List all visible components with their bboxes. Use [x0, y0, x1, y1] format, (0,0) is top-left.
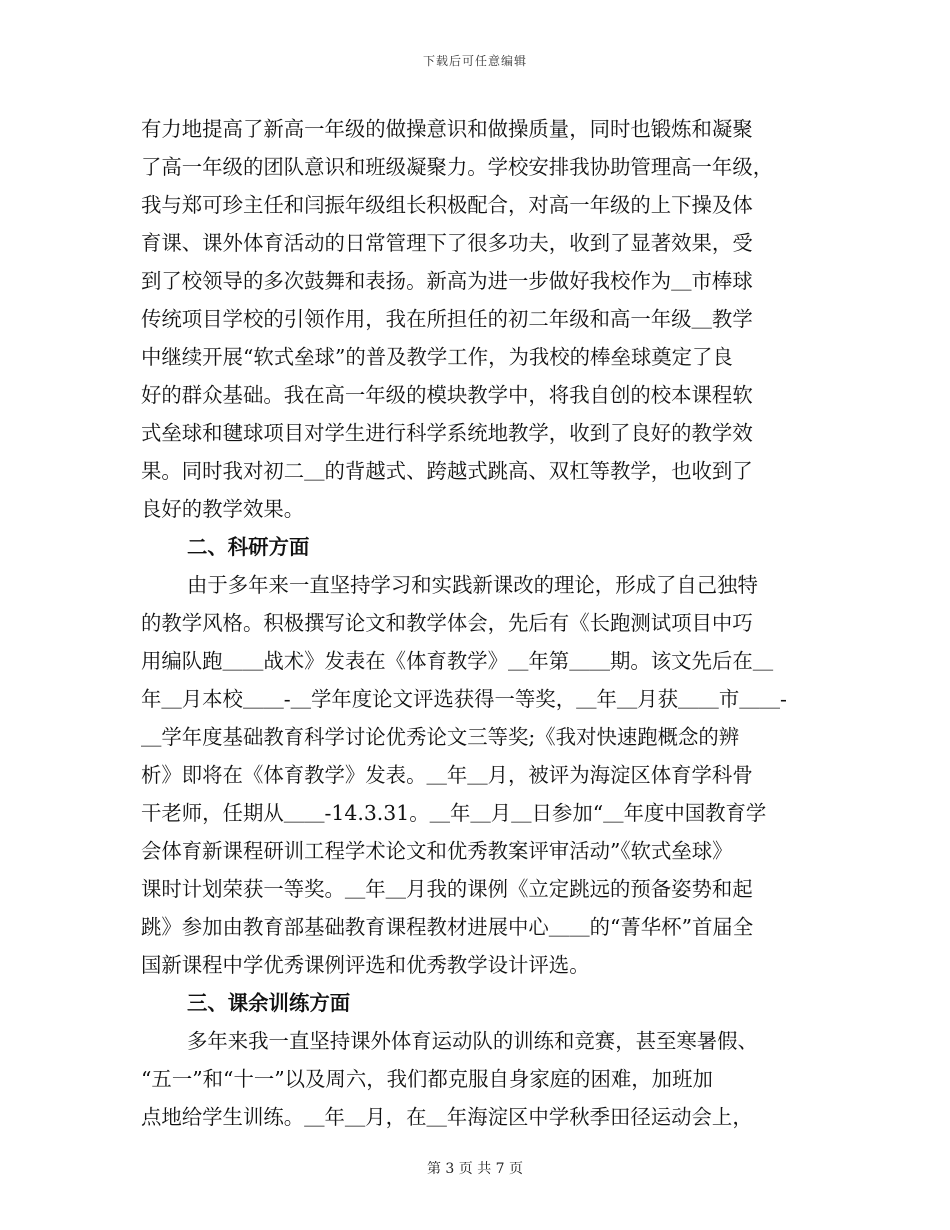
text-line: 传统项目学校的引领作用，我在所担任的初二年级和高一年级＿教学 — [141, 307, 753, 331]
text-line: 点地给学生训练。＿年＿月，在＿年海淀区中学秋季田径运动会上， — [141, 1105, 753, 1129]
page-header: 下载后可任意编辑 — [422, 54, 527, 68]
text-line: 跳》参加由教育部基础教育课程教材进展中心＿＿的“菁华杯”首届全 — [141, 915, 754, 939]
text-line: 式垒球和毽球项目对学生进行科学系统地教学，收到了良好的教学效 — [141, 421, 753, 445]
text-line: 我与郑可珍主任和闫振年级组长积极配合，对高一年级的上下操及体 — [141, 193, 753, 217]
text-line: 用编队跑＿＿战术》发表在《体育教学》＿年第＿＿期。该文先后在＿ — [141, 649, 774, 673]
section-heading-research: 二、科研方面 — [187, 535, 310, 559]
text-line: 育课、课外体育活动的日常管理下了很多功夫，收到了显著效果，受 — [141, 231, 753, 255]
text-line: 果。同时我对初二＿的背越式、跨越式跳高、双杠等教学，也收到了 — [141, 459, 753, 483]
text-line: 析》即将在《体育教学》发表。＿年＿月，被评为海淀区体育学科骨 — [141, 763, 753, 787]
text-line: 多年来我一直坚持课外体育运动队的训练和竞赛，甚至寒暑假、 — [187, 1029, 758, 1053]
text-line: 由于多年来一直坚持学习和实践新课改的理论，形成了自己独特 — [187, 573, 758, 597]
text-line: 年＿月本校＿＿-＿学年度论文评选获得一等奖，＿年＿月获＿＿市＿＿- — [141, 687, 787, 711]
text-line: 中继续开展“软式垒球”的普及教学工作，为我校的棒垒球奠定了良 — [141, 345, 733, 369]
text-line: 会体育新课程研训工程学术论文和优秀教案评审活动”《软式垒球》 — [141, 839, 733, 863]
text-line: 好的群众基础。我在高一年级的模块教学中，将我自创的校本课程软 — [141, 383, 753, 407]
document-body — [141, 110, 809, 1136]
text-line: 课时计划荣获一等奖。＿年＿月我的课例《立定跳远的预备姿势和起 — [141, 877, 753, 901]
text-line: 有力地提高了新高一年级的做操意识和做操质量，同时也锻炼和凝聚 — [141, 117, 753, 141]
text-line: ＿学年度基础教育科学讨论优秀论文三等奖;《我对快速跑概念的辨 — [141, 725, 740, 749]
text-line: 的教学风格。积极撰写论文和教学体会，先后有《长跑测试项目中巧 — [141, 611, 753, 635]
text-line: “五一”和“十一”以及周六，我们都克服自身家庭的困难，加班加 — [141, 1067, 713, 1091]
text-line: 了高一年级的团队意识和班级凝聚力。学校安排我协助管理高一年级， — [141, 155, 774, 179]
page-number: 第 3 页 共 7 页 — [426, 1161, 524, 1177]
text-line: 良好的教学效果。 — [141, 497, 305, 521]
text-line: 到了校领导的多次鼓舞和表扬。新高为进一步做好我校作为＿市棒球 — [141, 269, 753, 293]
section-heading-training: 三、课余训练方面 — [187, 991, 351, 1015]
text-line: 国新课程中学优秀课例评选和优秀教学设计评选。 — [141, 953, 590, 977]
text-line: 干老师，任期从＿＿-14.3.31。＿年＿月＿日参加“＿年度中国教育学 — [141, 801, 767, 825]
